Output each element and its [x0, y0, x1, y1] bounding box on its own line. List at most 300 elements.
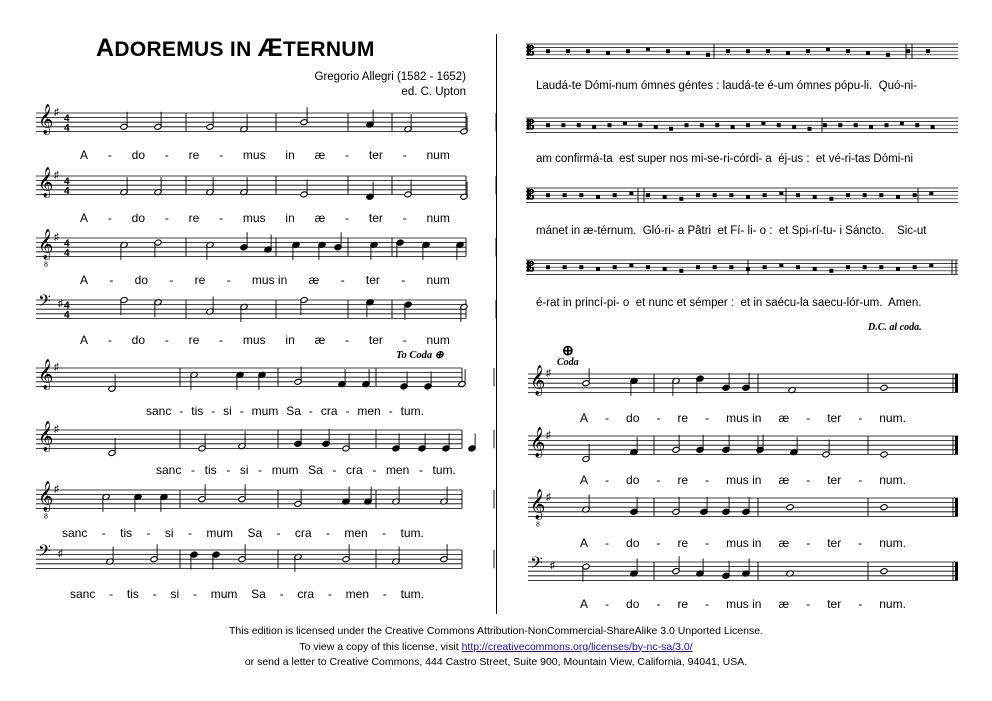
time-signature-bottom: 4	[64, 185, 70, 197]
chant-note	[679, 197, 683, 201]
final-barline-thick	[955, 374, 958, 392]
note-head	[880, 504, 888, 511]
chant-note	[663, 195, 667, 199]
coda-staff-1	[528, 366, 958, 400]
system1-lyrics-1	[80, 148, 450, 162]
lyric-syllable: -	[402, 333, 407, 347]
lyric-syllable: -	[279, 587, 284, 601]
note-head	[880, 451, 888, 458]
lyric-syllable: sanc	[62, 526, 88, 540]
system1-lyrics-2	[80, 211, 450, 225]
chant-staff-2	[526, 112, 958, 136]
lyric-syllable: ter	[368, 333, 383, 347]
lyric-syllable: sanc	[70, 587, 96, 601]
lyric-syllable: -	[858, 473, 863, 487]
lyric-syllable: ter	[368, 148, 383, 162]
chant-note	[931, 125, 935, 129]
lyric-syllable: cra	[320, 404, 338, 418]
lyric-syllable: ter	[827, 597, 842, 611]
chant-note	[546, 193, 550, 197]
lyric-syllable: -	[239, 404, 244, 418]
lyric-syllable: -	[388, 404, 393, 418]
chant-note	[596, 267, 600, 271]
lyric-syllable: cra	[294, 526, 312, 540]
lyric-syllable: -	[226, 273, 231, 287]
lyric-syllable: -	[382, 587, 387, 601]
lyric-syllable: in	[285, 211, 295, 225]
sharp-icon: ♯	[54, 361, 59, 373]
chant-note	[646, 265, 650, 269]
system1-lyrics-4	[80, 333, 450, 347]
system2-lyrics-4	[70, 587, 424, 601]
chant-note	[792, 125, 796, 129]
lyric-syllable: -	[418, 463, 423, 477]
chant-note	[813, 267, 817, 271]
chant-staff-3	[526, 182, 958, 206]
sharp-icon: ♯	[546, 367, 551, 379]
chant-note	[846, 49, 850, 53]
lyric-syllable: A	[580, 473, 589, 487]
lyric-syllable: mus	[242, 211, 266, 225]
lyric-syllable: æ	[314, 333, 326, 347]
lyric-syllable: do	[131, 148, 145, 162]
c-clef-icon: 𝄡	[527, 43, 535, 58]
lyric-syllable: -	[327, 587, 332, 601]
system2-lyrics-1	[146, 404, 424, 418]
chant-note	[854, 123, 858, 127]
chant-note	[779, 191, 783, 195]
treble-clef-icon: 𝄞	[38, 359, 54, 390]
lyric-syllable: ter	[827, 411, 842, 425]
chant-note	[579, 265, 583, 269]
chant-note	[700, 123, 704, 127]
sharp-icon: ♯	[550, 560, 555, 572]
bass-clef-icon: 𝄢	[38, 540, 51, 565]
lyric-syllable: do	[626, 473, 640, 487]
chant-note	[606, 51, 610, 55]
chant-note	[654, 125, 658, 129]
lyric-syllable: -	[656, 411, 661, 425]
lyric-syllable: -	[858, 411, 863, 425]
chant-note	[669, 127, 673, 131]
lyric-syllable: -	[401, 273, 406, 287]
chant-note	[696, 193, 700, 197]
lyric-syllable: -	[164, 211, 169, 225]
lyric-syllable: -	[211, 404, 216, 418]
chant-note	[577, 123, 581, 127]
c-clef-icon: 𝄡	[527, 259, 535, 274]
chant-note	[546, 49, 550, 53]
system1-staff-2	[36, 168, 466, 202]
lyric-syllable: num.	[879, 473, 906, 487]
lyric-syllable: mus in	[251, 273, 288, 287]
lyric-syllable: -	[308, 404, 313, 418]
lyric-syllable: tis	[191, 404, 204, 418]
lyric-syllable: -	[164, 148, 169, 162]
lyric-syllable: -	[109, 273, 114, 287]
chant-note	[608, 123, 612, 127]
chant-note	[626, 49, 630, 53]
composer-credit	[300, 70, 466, 100]
chant-note	[586, 49, 590, 53]
chant-note	[715, 123, 719, 127]
lyric-syllable: mum	[271, 463, 299, 477]
lyric-syllable: -	[146, 526, 151, 540]
chant-note	[546, 123, 550, 127]
chant-note	[561, 123, 565, 127]
coda-sign-icon: ⊕	[434, 350, 444, 361]
chant-note	[829, 269, 833, 273]
editor-name: ed. C. Upton	[401, 86, 466, 98]
lyric-syllable: re	[194, 273, 206, 287]
lyric-syllable: æ	[778, 536, 790, 550]
coda-heading: ⊕ Coda	[557, 344, 579, 368]
lyric-syllable: -	[258, 463, 263, 477]
lyric-syllable: -	[219, 148, 224, 162]
chant-note	[846, 265, 850, 269]
chant-note	[706, 53, 710, 57]
time-signature-top: 4	[64, 300, 70, 312]
final-barline-thick	[955, 562, 958, 580]
lyric-syllable: in	[285, 148, 295, 162]
lyric-syllable: -	[705, 473, 710, 487]
lyric-syllable: A	[80, 148, 89, 162]
chant-note	[808, 127, 812, 131]
note-head	[880, 568, 888, 575]
treble-clef-icon: 𝄞	[38, 167, 54, 198]
chant-note	[913, 265, 917, 269]
time-signature-bottom: 4	[64, 122, 70, 134]
lyric-syllable: -	[107, 333, 112, 347]
lyric-syllable: ter	[365, 273, 380, 287]
chant-note	[713, 193, 717, 197]
sharp-icon: ♯	[54, 483, 59, 495]
chant-note	[886, 53, 890, 57]
lyric-syllable: -	[605, 473, 610, 487]
lyric-syllable: num	[426, 333, 450, 347]
chant-note	[684, 123, 688, 127]
chant-note	[713, 265, 717, 269]
octave-marker: 8	[44, 513, 48, 521]
lyric-syllable: -	[340, 273, 345, 287]
treble-clef-icon: 𝄞	[38, 481, 54, 512]
chant-note	[623, 121, 627, 125]
lyric-syllable: -	[187, 526, 192, 540]
coda-lyrics-2	[580, 473, 906, 487]
lyric-syllable: num	[426, 211, 450, 225]
lyric-syllable: -	[169, 273, 174, 287]
lyric-syllable: mum	[210, 587, 238, 601]
coda-lyrics-4	[580, 597, 906, 611]
lyric-syllable: A	[80, 333, 89, 347]
chant-note	[879, 265, 883, 269]
system1-staff-3	[36, 229, 466, 269]
piece-title: ADOREMUS IN ÆTERNUM	[96, 34, 375, 62]
lyric-syllable: -	[226, 463, 231, 477]
lyric-syllable: num.	[879, 411, 906, 425]
lyric-syllable: re	[677, 536, 689, 550]
chant-note	[686, 51, 690, 55]
chant-note	[579, 193, 583, 197]
chant-note	[592, 125, 596, 129]
lyric-syllable: æ	[314, 148, 326, 162]
lyric-syllable: in	[285, 333, 295, 347]
lyric-syllable: æ	[778, 597, 790, 611]
lyric-syllable: A	[580, 411, 589, 425]
lyric-syllable: num	[426, 148, 450, 162]
chant-note	[629, 263, 633, 267]
license-line-3: or send a letter to Creative Commons, 444 Castro Street, Suite 900, Mountain View, California, 94041, USA.	[244, 656, 748, 668]
treble-clef-icon: 𝄞	[38, 421, 54, 452]
chant-note	[746, 123, 750, 127]
lyric-syllable: -	[402, 211, 407, 225]
lyric-syllable: -	[109, 587, 114, 601]
lyric-syllable: men	[345, 587, 369, 601]
lyric-syllable: -	[858, 597, 863, 611]
license-link[interactable]: http://creativecommons.org/licenses/by-nc-sa/3.0/	[461, 640, 693, 653]
sharp-icon: ♯	[58, 298, 63, 310]
lyric-syllable: cra	[297, 587, 315, 601]
lyric-syllable: re	[188, 148, 200, 162]
chant-note	[846, 193, 850, 197]
chant-note	[763, 193, 767, 197]
lyric-syllable: -	[345, 333, 350, 347]
lyric-syllable: sanc	[146, 404, 172, 418]
chant-note	[896, 267, 900, 271]
lyric-syllable: æ	[778, 411, 790, 425]
lyric-syllable: mum	[251, 404, 279, 418]
sharp-icon: ♯	[54, 231, 59, 243]
chant-note	[879, 193, 883, 197]
lyric-syllable: mus	[242, 148, 266, 162]
chant-note	[779, 263, 783, 267]
chant-note	[566, 49, 570, 53]
lyric-syllable: -	[656, 473, 661, 487]
lyric-syllable: -	[605, 597, 610, 611]
octave-marker: 8	[536, 521, 540, 529]
chant-note	[838, 123, 842, 127]
chant-note	[926, 49, 930, 53]
lyric-syllable: ter	[827, 536, 842, 550]
c-clef-icon: 𝄡	[527, 117, 535, 132]
lyric-syllable: -	[345, 148, 350, 162]
lyric-syllable: A	[580, 536, 589, 550]
lyric-syllable: mus in	[726, 411, 762, 425]
chant-note	[900, 121, 904, 125]
lyric-syllable: ter	[368, 211, 383, 225]
treble-clef-icon: 𝄞	[38, 104, 54, 135]
lyric-syllable: -	[164, 333, 169, 347]
lyric-syllable: æ	[314, 211, 326, 225]
chant-note	[777, 123, 781, 127]
lyric-syllable: ter	[827, 473, 842, 487]
chant-note	[638, 123, 642, 127]
chant-note	[796, 265, 800, 269]
chant-note	[913, 193, 917, 197]
system1-staff-4	[36, 292, 466, 326]
note-head	[786, 504, 794, 511]
final-barline-thick	[955, 498, 958, 516]
sharp-icon: ♯	[54, 169, 59, 181]
chant-note	[731, 125, 735, 129]
lyric-syllable: -	[656, 597, 661, 611]
treble-clef-icon: 𝄞	[530, 489, 546, 520]
lyric-syllable: -	[382, 526, 387, 540]
lyric-syllable: num.	[879, 536, 906, 550]
chant-note	[915, 123, 919, 127]
lyric-syllable: -	[705, 597, 710, 611]
chant-staff-1	[526, 38, 958, 62]
sharp-icon: ♯	[546, 429, 551, 441]
lyric-syllable: tis	[120, 526, 133, 540]
time-signature-top: 4	[64, 113, 70, 125]
lyric-syllable: -	[179, 404, 184, 418]
chant-note	[826, 47, 830, 51]
coda-sign-icon: ⊕	[561, 344, 574, 359]
chant-note	[696, 265, 700, 269]
chant-note	[884, 123, 888, 127]
chant-note	[823, 123, 827, 127]
lyric-syllable: -	[345, 404, 350, 418]
lyric-syllable: men	[357, 404, 381, 418]
chant-note	[866, 51, 870, 55]
chant-note	[746, 49, 750, 53]
lyric-syllable: -	[345, 211, 350, 225]
system1-staff-1	[36, 105, 466, 139]
lyric-syllable: Sa	[308, 463, 323, 477]
chant-staff-4	[526, 254, 958, 278]
chant-note	[746, 195, 750, 199]
chant-note	[663, 267, 667, 271]
lyric-syllable: æ	[778, 473, 790, 487]
sharp-icon: ♯	[54, 106, 59, 118]
lyric-syllable: -	[806, 536, 811, 550]
lyric-syllable: -	[152, 587, 157, 601]
system2-staff-1	[36, 360, 462, 394]
lyric-syllable: -	[192, 587, 197, 601]
bass-clef-icon: 𝄢	[38, 290, 51, 315]
system2-staff-4	[36, 542, 462, 576]
chant-note	[806, 49, 810, 53]
lyric-syllable: -	[107, 148, 112, 162]
treble-clef-icon: 𝄞	[530, 365, 546, 396]
system2-lyrics-2	[156, 463, 456, 477]
lyric-syllable: re	[677, 597, 689, 611]
chant-note	[896, 195, 900, 199]
lyric-syllable: -	[219, 333, 224, 347]
treble-clef-icon: 𝄞	[530, 427, 546, 458]
chant-note	[863, 193, 867, 197]
lyric-syllable: re	[188, 333, 200, 347]
lyric-syllable: Sa	[286, 404, 301, 418]
lyric-syllable: A	[80, 273, 89, 287]
chant-lyrics-3: mánet in æ-térnum. Gló-ri- a Pâtri et Fí- li- o : et Spi-rí-tu- i Sáncto. Sic-ut	[536, 225, 927, 237]
note-head	[880, 384, 888, 391]
chant-note	[929, 191, 933, 195]
chant-note	[786, 51, 790, 55]
lyric-syllable: re	[188, 211, 200, 225]
time-signature-top: 4	[64, 238, 70, 250]
chant-note	[679, 269, 683, 273]
system2-staff-3	[36, 481, 462, 521]
chant-note	[726, 49, 730, 53]
coda-staff-4	[528, 554, 958, 588]
chant-note	[646, 193, 650, 197]
chant-note	[761, 121, 765, 125]
lyric-syllable: si	[164, 526, 174, 540]
lyric-syllable: re	[677, 473, 689, 487]
coda-lyrics-1	[580, 411, 906, 425]
lyric-syllable: tum.	[400, 587, 424, 601]
lyric-syllable: do	[131, 211, 145, 225]
lyric-syllable: -	[605, 536, 610, 550]
license-notice	[0, 624, 992, 671]
chant-note	[563, 193, 567, 197]
c-clef-icon: 𝄡	[527, 187, 535, 202]
lyric-syllable: -	[372, 463, 377, 477]
to-coda-marking: To Coda ⊕	[396, 350, 444, 361]
license-line-1: This edition is licensed under the Creative Commons Attribution-NonCommercial-ShareAlike 3.0 Unported License.	[228, 625, 763, 637]
chant-note	[813, 195, 817, 199]
lyric-syllable: men	[385, 463, 410, 477]
coda-staff-2	[528, 428, 958, 462]
chant-lyrics-1: Laudá-te Dómi-num ómnes géntes : laudá-te é-um ómnes pópu-li. Quó-ni-	[536, 80, 917, 92]
coda-lyrics-3	[580, 536, 906, 550]
lyric-syllable: -	[806, 411, 811, 425]
chant-note	[796, 193, 800, 197]
chant-note	[546, 265, 550, 269]
lyric-syllable: si	[170, 587, 180, 601]
lyric-syllable: -	[705, 536, 710, 550]
treble-clef-icon: 𝄞	[38, 229, 54, 260]
lyric-syllable: num	[426, 273, 450, 287]
chant-note	[629, 191, 633, 195]
lyric-syllable: -	[705, 411, 710, 425]
chant-note	[829, 197, 833, 201]
composer-name: Gregorio Allegri (1582 - 1652)	[314, 71, 466, 83]
lyric-syllable: mus in	[726, 473, 762, 487]
chant-note	[666, 49, 670, 53]
lyric-syllable: tis	[126, 587, 139, 601]
lyric-syllable: do	[626, 411, 640, 425]
chant-note	[863, 265, 867, 269]
lyric-syllable: A	[80, 211, 89, 225]
chant-note	[763, 265, 767, 269]
lyric-syllable: -	[806, 597, 811, 611]
lyric-syllable: re	[677, 411, 689, 425]
octave-marker: 8	[44, 261, 48, 269]
lyric-syllable: mus in	[726, 597, 762, 611]
lyric-syllable: Sa	[247, 526, 263, 540]
lyric-syllable: num.	[879, 597, 906, 611]
time-signature-bottom: 4	[64, 247, 70, 259]
lyric-syllable: tum.	[400, 526, 424, 540]
dc-al-coda-marking: D.C. al coda.	[868, 322, 922, 333]
lyric-syllable: do	[134, 273, 148, 287]
lyric-syllable: -	[806, 473, 811, 487]
time-signature-bottom: 4	[64, 309, 70, 321]
lyric-syllable: -	[858, 536, 863, 550]
chant-note	[906, 49, 910, 53]
chant-lyrics-2: am confirmá-ta est super nos mi-se-ri-córdi- a éj-us : et vé-ri-tas Dómi-ni	[536, 153, 914, 165]
system2-staff-2	[36, 422, 462, 456]
chant-note	[613, 265, 617, 269]
lyric-syllable: tum.	[400, 404, 424, 418]
lyric-syllable: sanc	[156, 463, 182, 477]
chant-note	[729, 193, 733, 197]
lyric-syllable: -	[325, 526, 330, 540]
chant-note	[766, 49, 770, 53]
